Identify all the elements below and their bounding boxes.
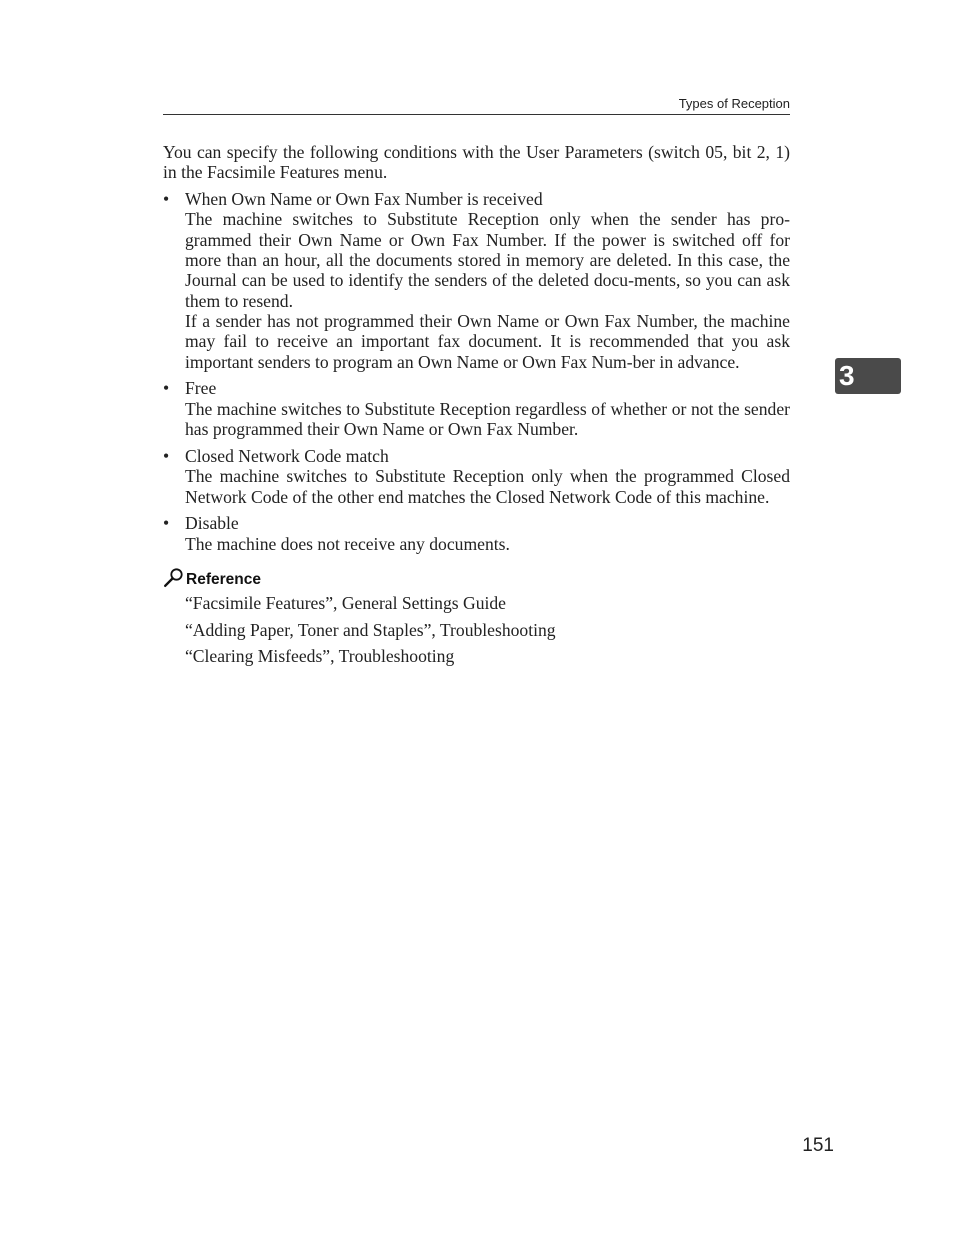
reference-link[interactable]: “Adding Paper, Toner and Staples”, Troubleshooting xyxy=(185,619,556,640)
list-item-title: When Own Name or Own Fax Number is received xyxy=(185,189,543,210)
bullet-icon: • xyxy=(163,378,170,399)
reference-link[interactable]: “Facsimile Features”, General Settings Guide xyxy=(185,593,506,614)
list-item xyxy=(163,189,790,372)
reference-list xyxy=(185,593,790,666)
list-item-paragraph: If a sender has not programmed their Own Name or Own Fax Number, the machine may fail to receive an important fax document. It is recommended that you ask important senders to program an Own Name or Own Fax Num-ber in advance. xyxy=(185,310,790,372)
page-body xyxy=(163,142,790,672)
page-number: 151 xyxy=(802,1135,834,1156)
list-item-title: Free xyxy=(185,378,217,399)
list-item xyxy=(163,378,790,439)
list-item-paragraph: The machine switches to Substitute Reception regardless of whether or not the sender has programmed their Own Name or Own Fax Number. xyxy=(185,398,790,440)
list-item-paragraph: The machine switches to Substitute Reception only when the sender has pro-grammed their Own Name or Own Fax Number. If the power is switched off for more than an hour, all the documents stored in memory are deleted. In this case, the Journal can be used to identify the senders of the deleted docu-ments, so you can ask them to resend. xyxy=(185,209,790,311)
reference-label: Reference xyxy=(186,571,261,589)
list-item-title: Disable xyxy=(185,513,239,534)
magnifier-icon xyxy=(163,567,185,589)
list-item-title: Closed Network Code match xyxy=(185,445,389,466)
bullet-icon: • xyxy=(163,513,170,534)
list-item xyxy=(163,513,790,554)
bullet-icon: • xyxy=(163,189,170,210)
running-header: Types of Reception xyxy=(678,96,790,111)
intro-paragraph: You can specify the following conditions with the User Parameters (switch 05, bit 2, 1) in the Facsimile Features menu. xyxy=(163,142,790,183)
reference-section xyxy=(163,565,790,666)
bullet-icon: • xyxy=(163,445,170,466)
list-item xyxy=(163,446,790,507)
list-item-paragraph: The machine switches to Substitute Reception only when the programmed Closed Network Code of the other end matches the Closed Network Code of this machine. xyxy=(185,466,790,507)
reference-link[interactable]: “Clearing Misfeeds”, Troubleshooting xyxy=(185,645,455,666)
header-rule xyxy=(163,114,790,115)
list-item-paragraph: The machine does not receive any documents. xyxy=(185,533,510,554)
condition-list xyxy=(163,189,790,554)
chapter-tab xyxy=(835,358,901,394)
chapter-number: 3 xyxy=(839,360,855,391)
reference-heading xyxy=(163,565,790,589)
